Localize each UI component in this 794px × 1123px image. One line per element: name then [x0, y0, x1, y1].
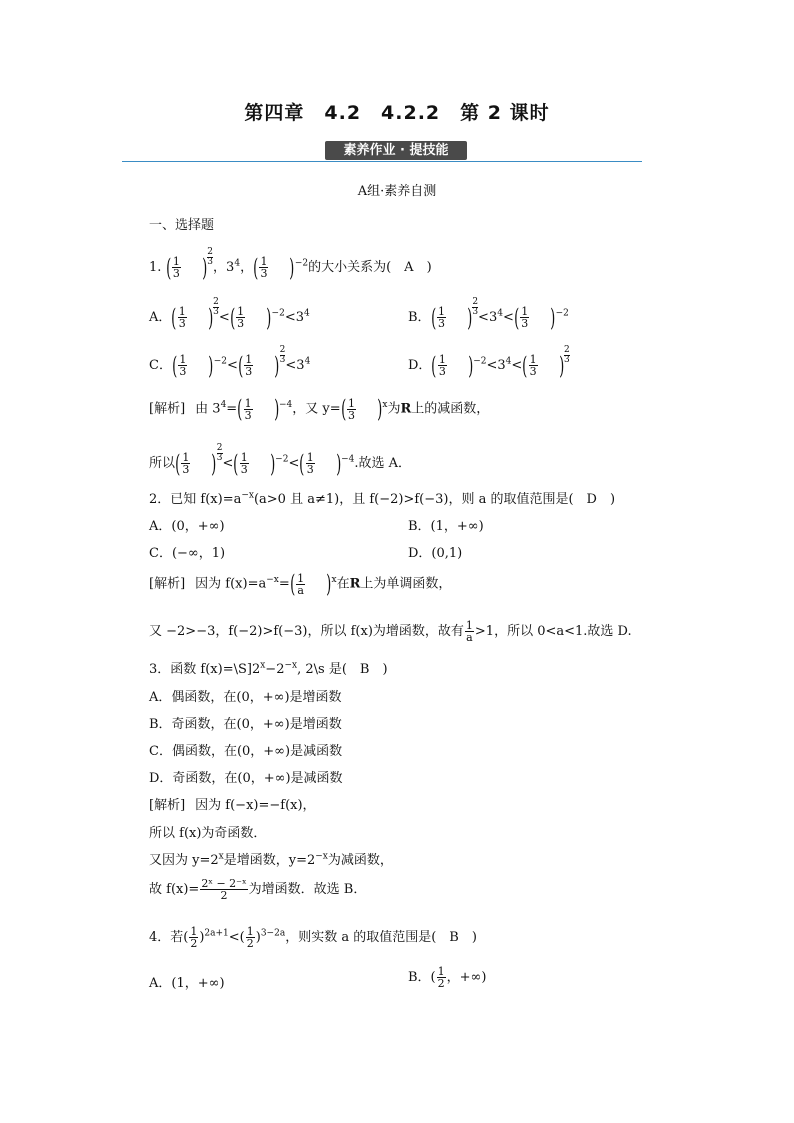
fraction: $\frac{1}{3}$ — [172, 255, 180, 280]
q3-option-d: D．奇函数，在(0，+∞)是减函数 — [149, 771, 343, 786]
header-divider — [122, 161, 642, 162]
q3-solution-line3: 又因为 $y=2^x$是增函数，$y=2^{-x}$为减函数， — [149, 851, 393, 868]
q4-option-a: A．(1，+∞) — [149, 976, 225, 991]
q4-stem: 4．若( $\frac{1}{2}$ )$^{2a+1}$<( $\frac{1}{2}$ )$^{3-2a}$，则实数 a 的取值范围是( B ) — [149, 925, 477, 950]
q1-solution-line1: [解析] 由 $3^4=$( $\frac{1}{3}$ )$^{-4}$，又 y=( $\frac{1}{3}$ )$^x$为R上的减函数， — [149, 395, 490, 423]
q1-solution-line2: 所以( $\frac{1}{3}$ ) $\frac{2}{3}<$( $\frac{1}{3}$ )$^{-2}$<( $\frac{1}{3}$ )$^{-4}$.故选 A． — [149, 443, 412, 478]
q2-solution-line2: 又 −2>−3，f(−2)>f(−3)，所以 f(x)为增函数，故有 $\frac{1}{a}$ >1，所以 0<a<1.故选 D. — [149, 619, 632, 644]
q1-option-c: C．( $\frac{1}{3}$ )$^{-2}$<( $\frac{1}{3}$ ) $\frac{2}{3}<3^4$ — [149, 345, 311, 380]
q3-solution-line4: 故 f(x)= $\frac{\text{2ˣ − 2⁻ˣ}}{2}$ 为增函数．故选 B． — [149, 877, 367, 902]
q2-stem: 2．已知 $f(x)=a^{-x}(a>0$ 且 a≠1)，且 f(−2)>f(−3)，则 a 的取值范围是( D ) — [149, 490, 616, 507]
q3-stem: 3．函数 $f(x)=\backslash S]2^x-2^{-x}$, 2\s 是( B ) — [149, 660, 388, 677]
q1-option-d: D．( $\frac{1}{3}$ )$^{-2}<3^4<$( $\frac{1}{3}$ ) $\frac{2}{3}$ — [408, 345, 570, 380]
section-badge: 素养作业 · 提技能 — [325, 141, 467, 160]
q3-option-b: B．奇函数，在(0，+∞)是增函数 — [149, 717, 342, 732]
q2-option-b: B．(1，+∞) — [408, 519, 484, 534]
q2-option-c: C．(−∞，1) — [149, 546, 226, 561]
q3-option-a: A．偶函数，在(0，+∞)是增函数 — [149, 690, 342, 705]
q1-answer: 的大小关系为( A ) — [308, 260, 432, 275]
q4-option-b: B．( $\frac{1}{2}$ ，+∞) — [408, 965, 487, 990]
section-heading: 一、选择题 — [149, 218, 215, 233]
q2-option-d: D．(0,1) — [408, 546, 463, 561]
q3-option-c: C．偶函数，在(0，+∞)是减函数 — [149, 744, 343, 759]
q2-solution-line1: [解析] 因为 $f(x)=a^{-x}=$( $\frac{1}{a}$ )$^x$在R上为单调函数， — [149, 570, 452, 598]
q3-solution-line1: [解析] 因为 f(−x)=−f(x)， — [149, 798, 316, 813]
exponent-fraction: $\frac{2}{3}$ — [207, 247, 214, 267]
q1-stem: 1. ( $\frac{1}{3}$ ) $\frac{2}{3}$，$3^4$，( $\frac{1}{3}$ )$^{-2}$的大小关系为( A ) — [149, 247, 432, 282]
fraction: $\frac{1}{3}$ — [260, 255, 268, 280]
q3-solution-line2: 所以 f(x)为奇函数． — [149, 826, 267, 841]
q1-option-b: B．( $\frac{1}{3}$ ) $\frac{2}{3}<3^4<$( $\frac{1}{3}$ )$^{-2}$ — [408, 297, 569, 332]
q1-number: 1. — [149, 260, 162, 275]
group-label: A组·素养自测 — [357, 184, 437, 199]
q1-option-a: A．( $\frac{1}{3}$ ) $\frac{2}{3}<$( $\frac{1}{3}$ )$^{-2}<3^4$ — [149, 297, 310, 332]
page-title: 第四章 4.2 4.2.2 第 2 课时 — [244, 102, 550, 124]
q2-option-a: A．(0，+∞) — [149, 519, 225, 534]
